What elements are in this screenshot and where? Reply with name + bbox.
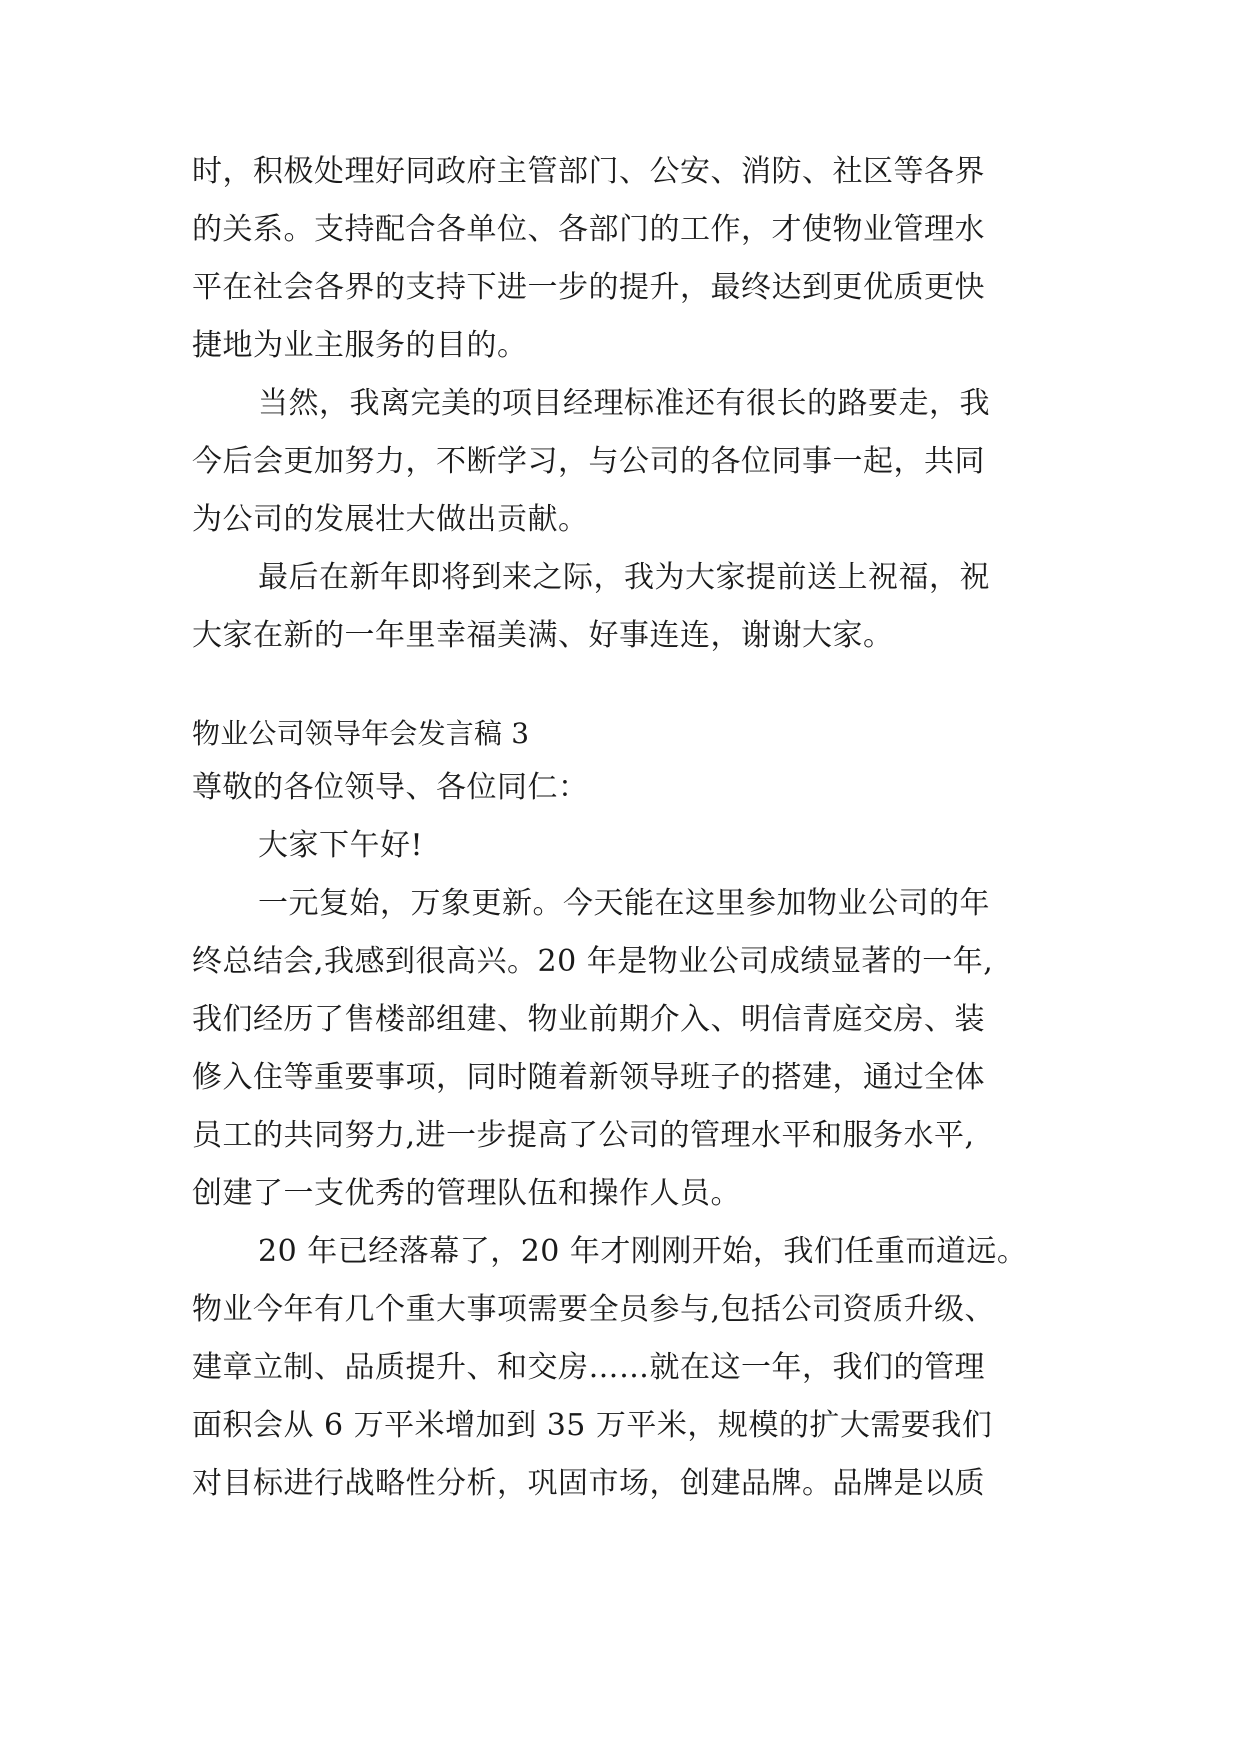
body-text-line: 创建了一支优秀的管理队伍和操作人员。 xyxy=(192,1176,741,1211)
body-text-line: 物业今年有几个重大事项需要全员参与,包括公司资质升级、 xyxy=(192,1292,996,1327)
paragraph-first-line: 20 年已经落幕了，20 年才刚刚开始，我们任重而道远。 xyxy=(258,1234,1028,1269)
body-text-line: 面积会从 6 万平米增加到 35 万平米，规模的扩大需要我们 xyxy=(192,1408,993,1443)
paragraph-first-line: 最后在新年即将到来之际，我为大家提前送上祝福，祝 xyxy=(258,560,990,595)
body-text-line: 捷地为业主服务的目的。 xyxy=(192,328,528,363)
body-text-line: 的关系。支持配合各单位、各部门的工作，才使物业管理水 xyxy=(192,212,985,247)
body-text-line: 员工的共同努力,进一步提高了公司的管理水平和服务水平, xyxy=(192,1118,975,1153)
body-text-line: 大家在新的一年里幸福美满、好事连连，谢谢大家。 xyxy=(192,618,894,653)
body-text-line: 修入住等重要事项，同时随着新领导班子的搭建，通过全体 xyxy=(192,1060,985,1095)
section-title: 物业公司领导年会发言稿 3 xyxy=(192,717,530,750)
paragraph-first-line: 一元复始，万象更新。今天能在这里参加物业公司的年 xyxy=(258,886,990,921)
paragraph-first-line: 当然，我离完美的项目经理标准还有很长的路要走，我 xyxy=(258,386,990,421)
body-text-line: 平在社会各界的支持下进一步的提升，最终达到更优质更快 xyxy=(192,270,985,305)
body-text-line: 终总结会,我感到很高兴。20 年是物业公司成绩显著的一年, xyxy=(192,944,994,979)
body-text-line: 我们经历了售楼部组建、物业前期介入、明信青庭交房、装 xyxy=(192,1002,985,1037)
salutation: 尊敬的各位领导、各位同仁： xyxy=(192,770,589,805)
body-text-line: 为公司的发展壮大做出贡献。 xyxy=(192,502,589,537)
body-text-line: 时，积极处理好同政府主管部门、公安、消防、社区等各界 xyxy=(192,154,985,189)
body-text-line: 建章立制、品质提升、和交房……就在这一年，我们的管理 xyxy=(192,1350,985,1385)
body-text-line: 对目标进行战略性分析，巩固市场，创建品牌。品牌是以质 xyxy=(192,1466,985,1501)
body-text-line: 今后会更加努力，不断学习，与公司的各位同事一起，共同 xyxy=(192,444,985,479)
greeting: 大家下午好! xyxy=(258,828,424,863)
